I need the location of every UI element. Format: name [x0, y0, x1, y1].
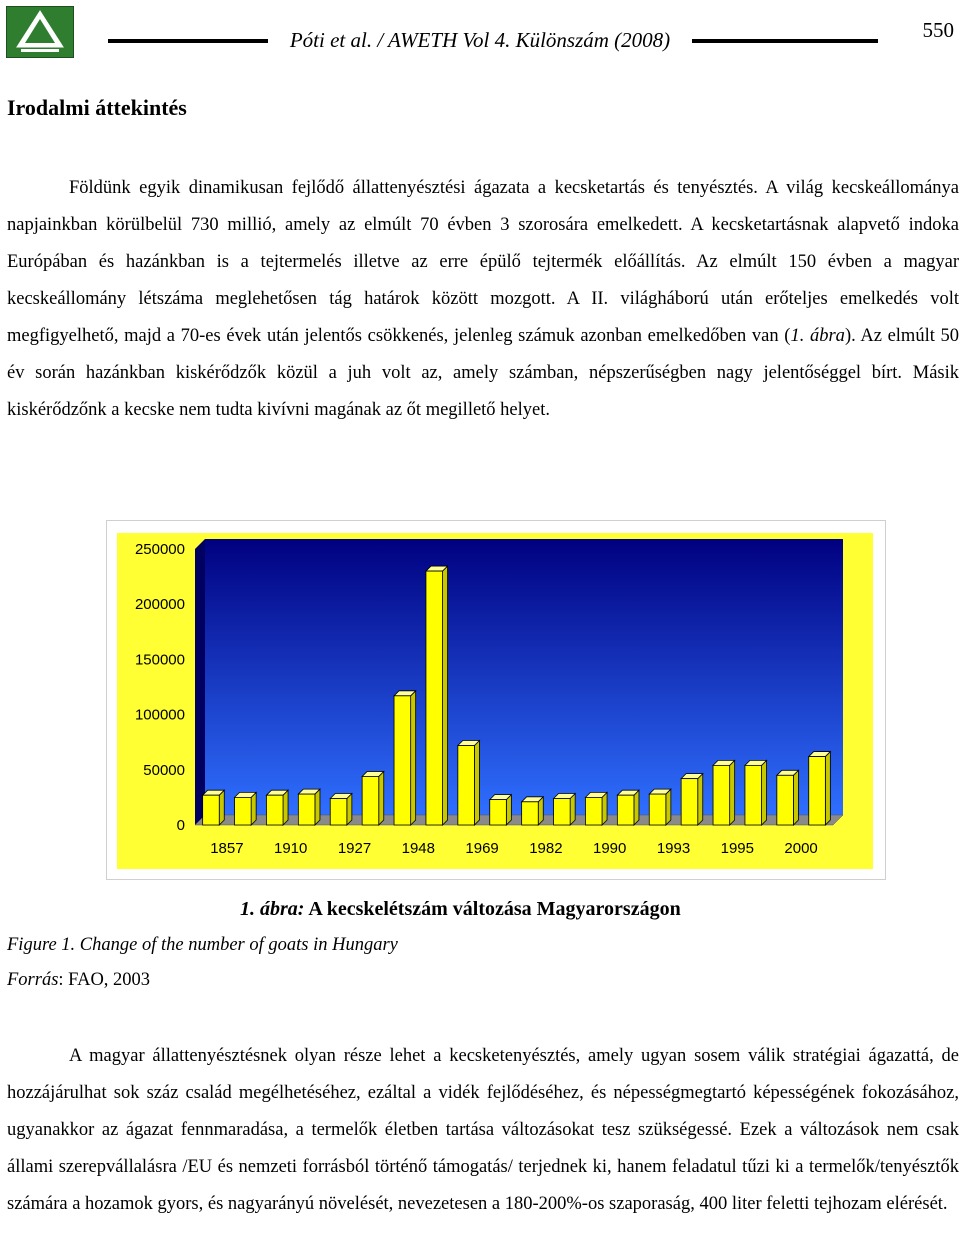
source-label: Forrás [7, 970, 59, 990]
bar-side [379, 771, 384, 825]
figure-ref: 1. ábra [790, 326, 845, 346]
figure-caption-label: 1. ábra: [240, 898, 305, 920]
bar [617, 795, 634, 825]
y-tick-label: 250000 [134, 541, 185, 558]
bar [522, 802, 539, 825]
bar-side [762, 760, 767, 825]
bar-side [411, 691, 416, 825]
x-tick-label: 1857 [210, 840, 244, 857]
y-tick-label: 50000 [143, 761, 185, 779]
paragraph-outlook [7, 1038, 959, 1223]
bar-side [443, 566, 448, 825]
bar [777, 775, 794, 825]
bar [458, 746, 475, 825]
bar-side [602, 792, 607, 825]
page-number: 550 [922, 18, 954, 42]
chart-canvas [107, 521, 885, 879]
bar [713, 765, 730, 825]
bar [362, 776, 379, 825]
goat-population-chart [106, 520, 886, 880]
x-tick-label: 1969 [465, 840, 499, 857]
x-tick-label: 1993 [656, 840, 691, 857]
bar-side [474, 741, 479, 825]
x-tick-label: 1910 [274, 840, 308, 857]
x-tick-label: 2000 [784, 840, 818, 857]
y-tick-label: 0 [176, 817, 185, 834]
y-tick-label: 100000 [134, 706, 185, 724]
bar [554, 799, 571, 825]
bar [681, 779, 698, 825]
y-tick-label: 150000 [134, 651, 185, 669]
paragraph-intro-text: Földünk egyik dinamikusan fejlődő állattenyésztési ágazata a kecsketartás és tenyésztés. A világ kecskeállománya napjainkban körülbelül 730 millió, amely az elmúlt 70 évben 3 szorosára emelkedett. A kecsketartásnak alapvető indoka Európában és hazánkban is a tejtermelés illetve az erre épülő tejtermék előállítás. Az elmúlt 150 évben a magyar kecskeállomány létszáma meglehetősen tág határok között mozgott. A II. világháború után erőteljes emelkedés volt megfigyelhető, majd a 70-es évek után jelentős csökkenés, jelenleg számuk azonban emelkedőben van ( [7, 178, 959, 346]
x-tick-label: 1990 [593, 840, 627, 857]
bar [649, 794, 666, 825]
figure-caption [240, 898, 681, 921]
bar-side [283, 790, 288, 825]
y-tick-label: 200000 [134, 596, 185, 614]
journal-logo [6, 6, 74, 58]
paragraph-intro [7, 170, 959, 429]
header-rule-left [108, 39, 268, 43]
x-tick-label: 1927 [337, 840, 372, 857]
figure-source [7, 970, 150, 991]
bar-side [315, 789, 320, 825]
bar [490, 800, 507, 825]
bar [426, 571, 443, 825]
bar-side [251, 792, 256, 825]
bar [745, 765, 762, 825]
bar-side [730, 760, 735, 825]
bar-side [666, 789, 671, 825]
figure-caption-english: Figure 1. Change of the number of goats in Hungary [7, 935, 398, 955]
bar [394, 696, 411, 825]
bar [266, 795, 283, 825]
x-tick-label: 1995 [720, 840, 754, 857]
bar-side [698, 774, 703, 825]
bar-side [793, 770, 798, 825]
x-tick-label: 1948 [401, 840, 435, 857]
section-title: Irodalmi áttekintés [7, 95, 187, 120]
paragraph-outlook-text: A magyar állattenyésztésnek olyan része lehet a kecsketenyésztés, amely ugyan sosem válik stratégiai ágazattá, de hozzájárulhat sok száz család megélhetéséhez, ezáltal a vidék fejlődéséhez, és népességmegtartó képességének fokozásához, ugyanakkor az ágazat fennmaradása, a termelők életben tartása változásokat tesz szükségessé. Ezek a változások nem csak állami szerepvállalásra /EU és nemzeti forrásból történő támogatás/ terjednek ki, hanem feladatul tűzi ki a termelők/tenyésztők számára a hozamok gyors, és nagyarányú növelését, nevezetesen a 180-200%-os szaporaság, 400 liter feletti tejhozam elérését. [7, 1046, 959, 1214]
bar [330, 799, 347, 825]
bar [298, 794, 315, 825]
figure-caption-text: A kecskelétszám változása Magyarországon [308, 898, 681, 920]
bar-side [825, 752, 830, 825]
bar [235, 797, 252, 825]
paragraph-intro-tail: ). Az elmúlt 50 év során hazánkban kiskérődzők közül a juh volt az, amely számban, népszerűségben nagy jelentőséggel bírt. Másik kiskérődzőnk a kecske nem tudta kivívni magának az őt megillető helyet. [7, 326, 960, 420]
bar [203, 795, 220, 825]
bar-side [634, 790, 639, 825]
bar [809, 757, 826, 825]
plot-side-wall [195, 539, 205, 825]
x-tick-label: 1982 [529, 840, 563, 857]
bar-side [219, 790, 224, 825]
header-rule-right [692, 39, 878, 43]
bar [585, 797, 602, 825]
source-text: : FAO, 2003 [58, 970, 151, 990]
running-title: Póti et al. / AWETH Vol 4. Különszám (2008) [289, 28, 671, 52]
